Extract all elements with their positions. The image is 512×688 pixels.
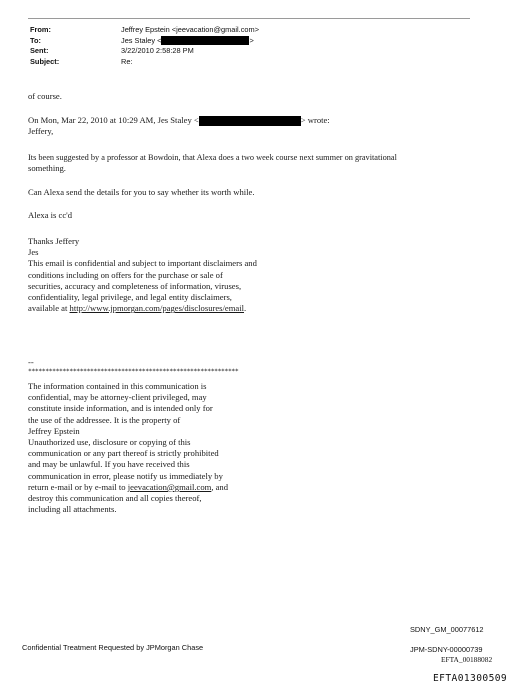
disclosures-link[interactable]: http://www.jpmorgan.com/pages/disclosures/email [69,303,244,314]
disclaimer-last-post: . [244,303,247,314]
quote-intro-pre: On Mon, Mar 22, 2010 at 10:29 AM, Jes Staley < [28,115,199,125]
notice-line: The information contained in this communication is [28,381,207,391]
paragraph-2 [28,187,255,198]
notice-line: and may be unlawful. If you have received this [28,459,190,470]
bates-jpm: JPM-SDNY-00000739 [410,645,483,654]
paragraph-1-line-2: something. [28,163,66,174]
notice-email-line [28,482,228,493]
header-divider [28,18,470,19]
disclaimer-last-line [28,303,257,314]
disclaimer-last-pre: available at [28,303,70,314]
sent-label: Sent: [30,46,49,56]
signature-name: Jes [28,247,39,258]
disclaimer-line: conditions including on offers for the purchase or sale of [28,269,223,280]
notice-line: the use of the addressee. It is the property of [28,414,181,425]
paragraph-2-line: Can Alexa send the details for you to say whether its worth while. [28,187,255,197]
greeting: Jeffery, [28,126,54,137]
redaction-box [199,116,301,126]
quoted-message [28,115,330,137]
signature-block [28,236,257,314]
confidentiality-notice [28,381,228,515]
notice-email-link[interactable]: jeevacation@gmail.com [127,481,212,492]
notice-line: constitute inside information, and is intended only for [28,403,213,414]
notice-line: including all attachments. [28,504,117,515]
to-value [121,36,254,47]
signoff: Thanks Jeffery [28,236,80,246]
notice-line: confidential, may be attorney-client privileged, may [28,392,207,403]
notice-line: communication in error, please notify us immediately by [28,470,223,481]
paragraph-1-line-1: Its been suggested by a professor at Bowdoin, that Alexa does a two week course next summer on gravitational [28,153,397,162]
notice-line: Unauthorized use, disclosure or copying of this [28,437,191,448]
paragraph-3-line: Alexa is cc'd [28,210,73,220]
disclaimer-line: securities, accuracy and completeness of information, viruses, [28,280,242,291]
efta-id: EFTA01300509 [433,673,508,684]
paragraph-3 [28,210,72,221]
quote-intro-post: > wrote: [300,115,330,125]
to-close: > [249,35,254,45]
from-label: From: [30,25,51,34]
to-label: To: [30,35,41,45]
paragraph-1 [28,152,397,174]
disclaimer-line: confidentiality, legal privilege, and legal entity disclaimers, [28,292,232,303]
subject-label: Subject: [30,56,60,66]
notice-line: Jeffrey Epstein [28,425,80,436]
disclaimer-line: This email is confidential and subject to important disclaimers and [28,258,257,269]
sig-dash-text: -- [28,357,34,367]
notice-email-pre: return e-mail or by e-mail to [28,481,128,492]
confidential-footer: Confidential Treatment Requested by JPMorgan Chase [22,643,204,652]
notice-email-post: , and [211,481,229,492]
sent-value: 3/22/2010 2:58:28 PM [121,46,194,56]
bates-sdny: SDNY_GM_00077612 [410,625,484,634]
reply-text [28,91,62,102]
notice-line: destroy this communication and all copies thereof, [28,493,202,504]
notice-line: communication or any part thereof is strictly prohibited [28,448,219,459]
bates-efta-small: EFTA_00188082 [441,655,493,664]
from-value: Jeffrey Epstein <jeevacation@gmail.com> [121,25,260,34]
asterisk-divider: ************************************************************* [28,367,239,375]
to-name: Jes Staley < [121,35,162,45]
quote-intro [28,115,330,126]
subject-value: Re: [121,56,133,66]
reply-line: of course. [28,91,62,101]
redaction-box [161,36,249,45]
